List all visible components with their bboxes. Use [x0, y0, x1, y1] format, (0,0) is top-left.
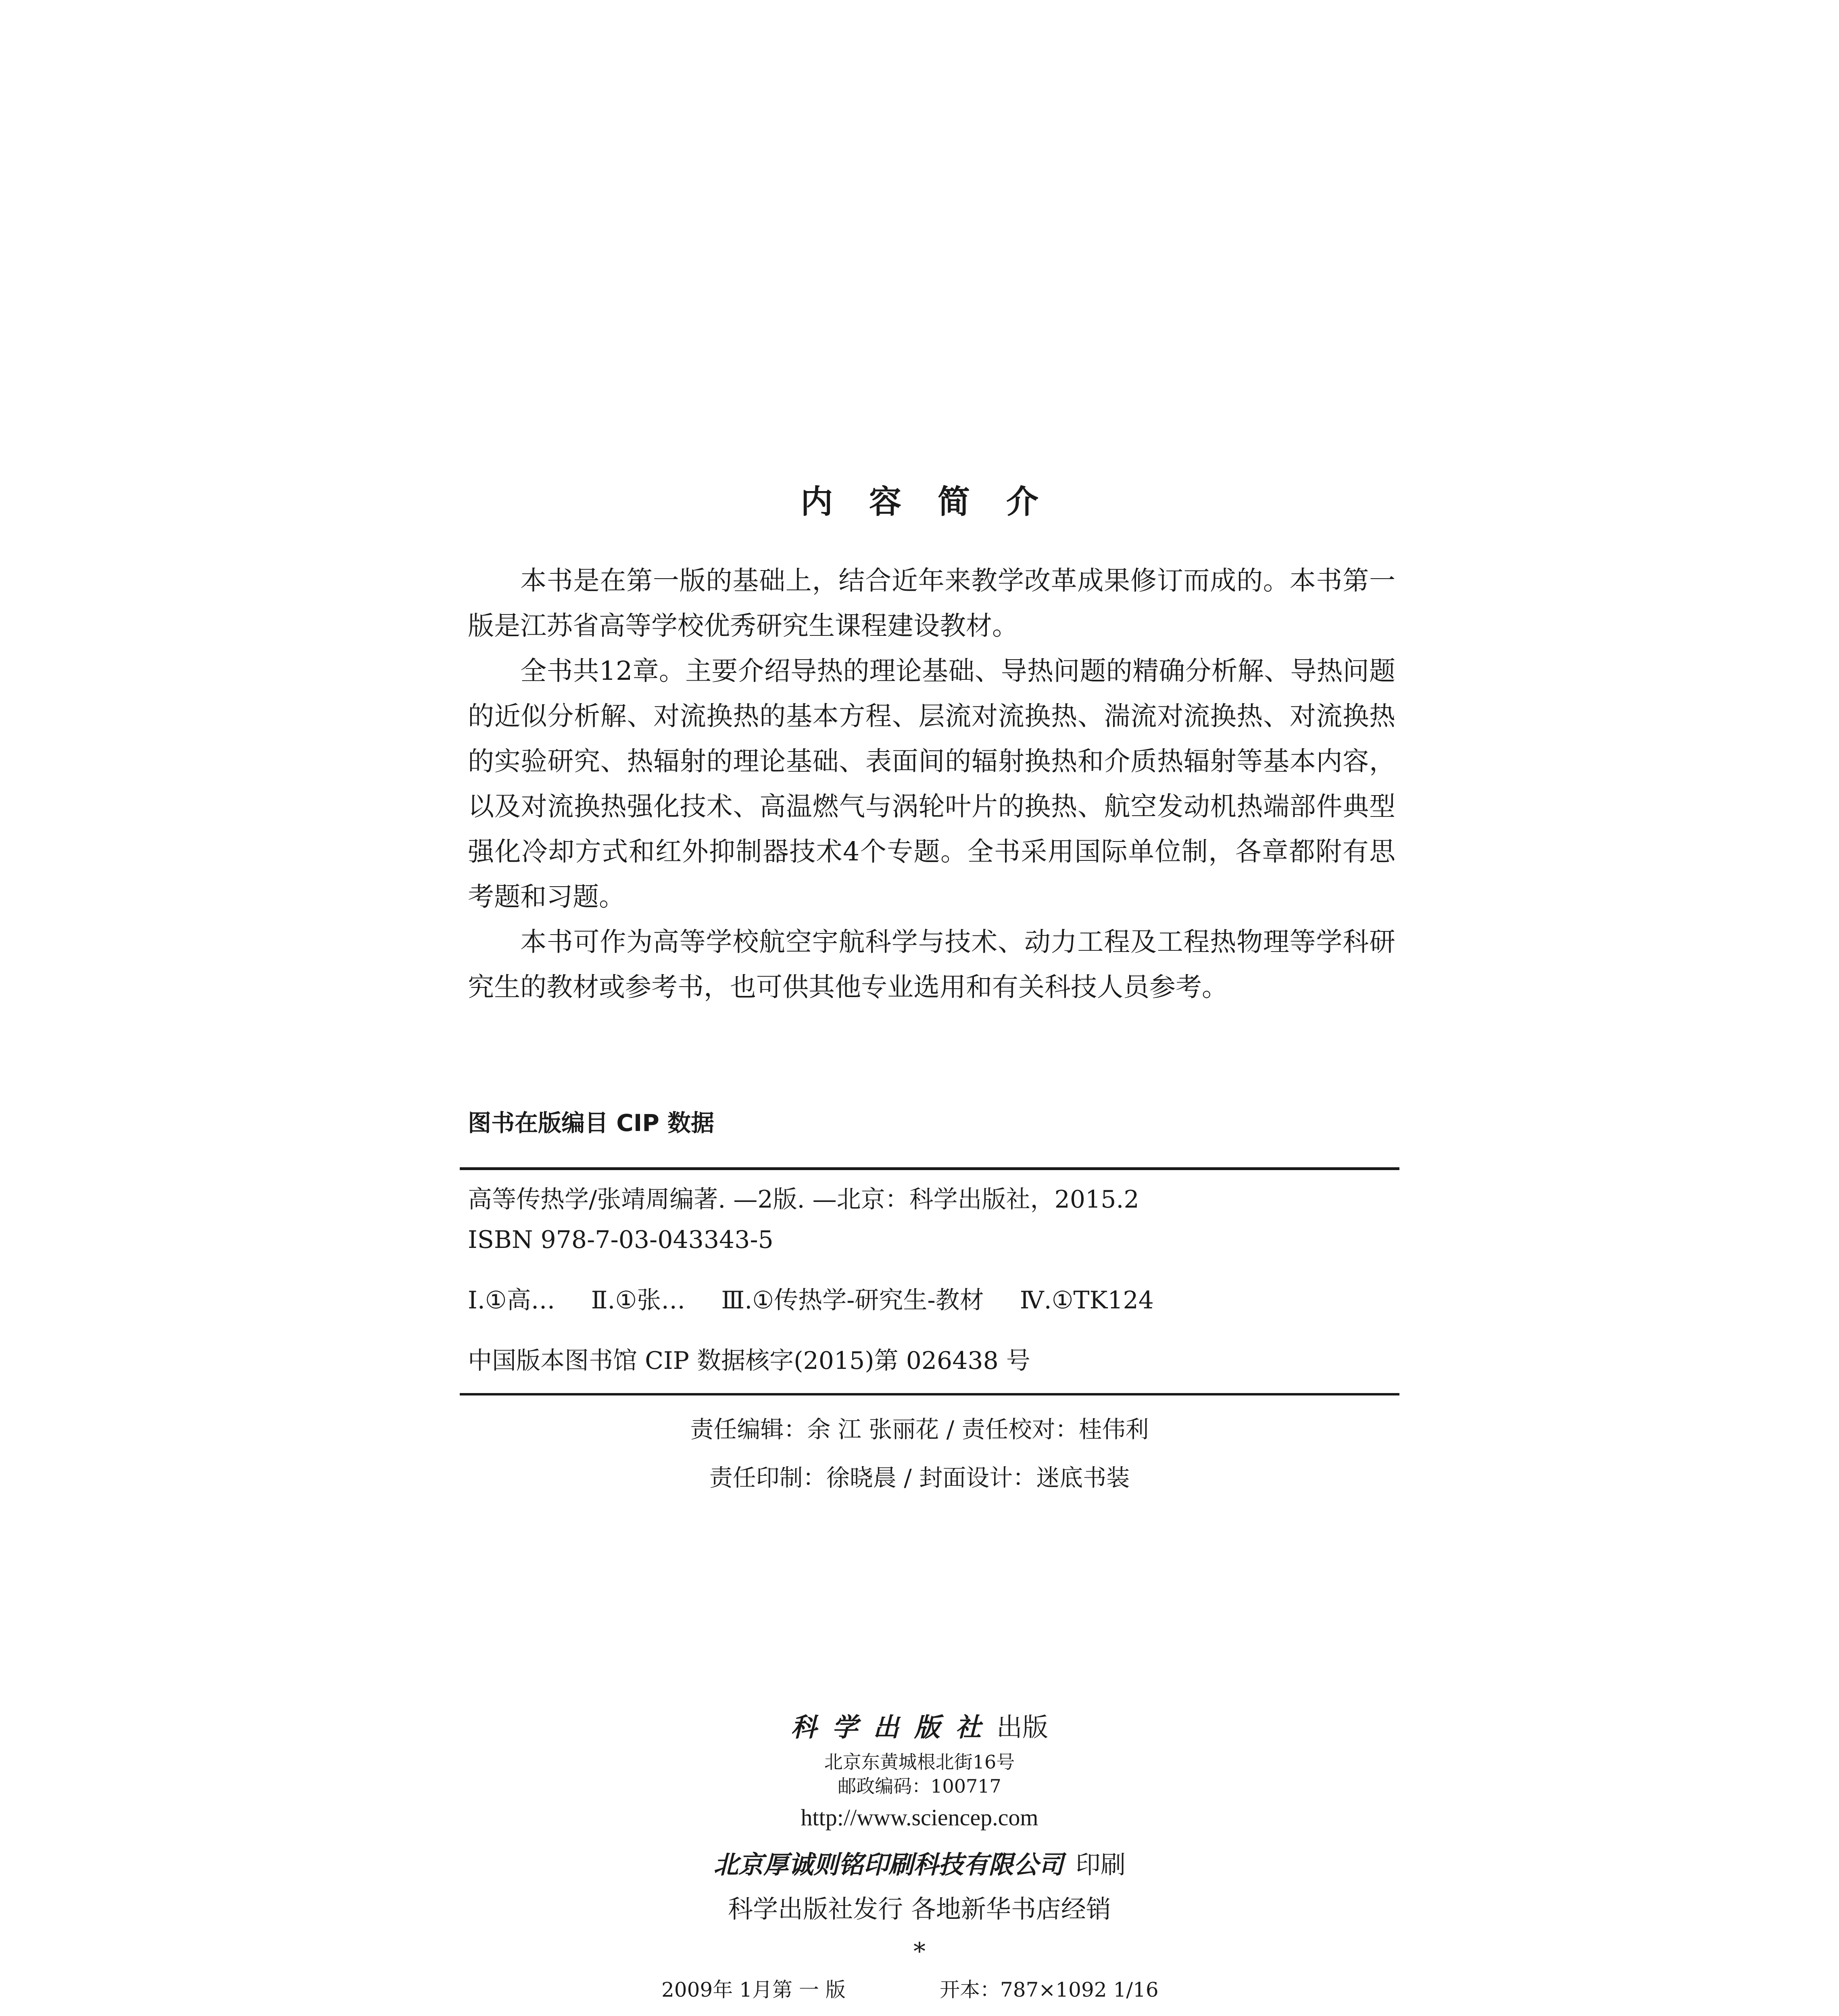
intro-paragraph: 本书可作为高等学校航空宇航科学与技术、动力工程及工程热物理等学科研究生的教材或参考书，也可供其他专业选用和有关科技人员参考。	[468, 927, 1395, 1002]
credit-line-design: 责任印制：徐晓晨 / 封面设计：迷底书装	[709, 1464, 1130, 1491]
printer-name: 北京厚诚则铭印刷科技有限公司	[713, 1850, 1063, 1879]
edition-row	[661, 2014, 1065, 2016]
cip-top-rule	[460, 1167, 1399, 1170]
publisher-name: 科学出版社	[791, 1712, 997, 1743]
intro-body	[468, 558, 1395, 1010]
cip-number: 中国版本图书馆 CIP 数据核字(2015)第 026438 号	[468, 1347, 1030, 1375]
separator-star: *	[913, 1937, 926, 1966]
cip-class-item: Ⅲ.①传热学-研究生-教材	[721, 1286, 984, 1314]
cip-record: 高等传热学/张靖周编著. —2版. —北京：科学出版社，2015.2	[468, 1185, 1139, 1214]
publisher-line	[0, 1710, 1839, 1746]
edition-date	[661, 2014, 940, 2016]
intro-title: 内容简介	[801, 483, 1075, 521]
publisher-suffix: 出版	[997, 1713, 1048, 1743]
edition-spec: 开本：787×1092 1/16	[940, 1978, 1159, 2001]
cip-class-item: Ⅰ.①高…	[468, 1286, 555, 1314]
edition-date: 2009年 1月第 一 版	[661, 1978, 846, 2001]
cip-bottom-rule	[460, 1393, 1399, 1395]
intro-paragraph: 全书共12章。主要介绍导热的理论基础、导热问题的精确分析解、导热问题的近似分析解、对流换热的基本方程、层流对流换热、湍流对流换热、对流换热的实验研究、热辐射的理论基础、表面间的辐射换热和介质热辐射等基本内容，以及对流换热强化技术、高温燃气与涡轮叶片的换热、航空发动机热端部件典型强化冷却方式和红外抑制器技术4个专题。全书采用国际单位制，各章都附有思考题和习题。	[468, 656, 1395, 912]
edition-row	[661, 1976, 1159, 2004]
credit-line-editors: 责任编辑：余 江 张丽花 / 责任校对：桂伟利	[690, 1416, 1149, 1443]
publisher-address: 北京东黄城根北街16号	[824, 1751, 1015, 1773]
printer-line	[0, 1847, 1839, 1883]
cip-classification	[468, 1284, 1182, 1316]
printer-suffix: 印刷	[1076, 1850, 1126, 1879]
cip-class-item: Ⅳ.①TK124	[1020, 1286, 1154, 1314]
cip-heading: 图书在版编目 CIP 数据	[468, 1109, 715, 1137]
cip-class-item: Ⅱ.①张…	[591, 1286, 686, 1314]
distribution-line: 科学出版社发行 各地新华书店经销	[728, 1894, 1111, 1924]
publisher-url: http://www.sciencep.com	[801, 1804, 1038, 1831]
cip-isbn: ISBN 978-7-03-043343-5	[468, 1226, 774, 1254]
intro-paragraph: 本书是在第一版的基础上，结合近年来教学改革成果修订而成的。本书第一版是江苏省高等学校优秀研究生课程建设教材。	[468, 566, 1395, 641]
publisher-postcode: 邮政编码：100717	[838, 1775, 1001, 1797]
